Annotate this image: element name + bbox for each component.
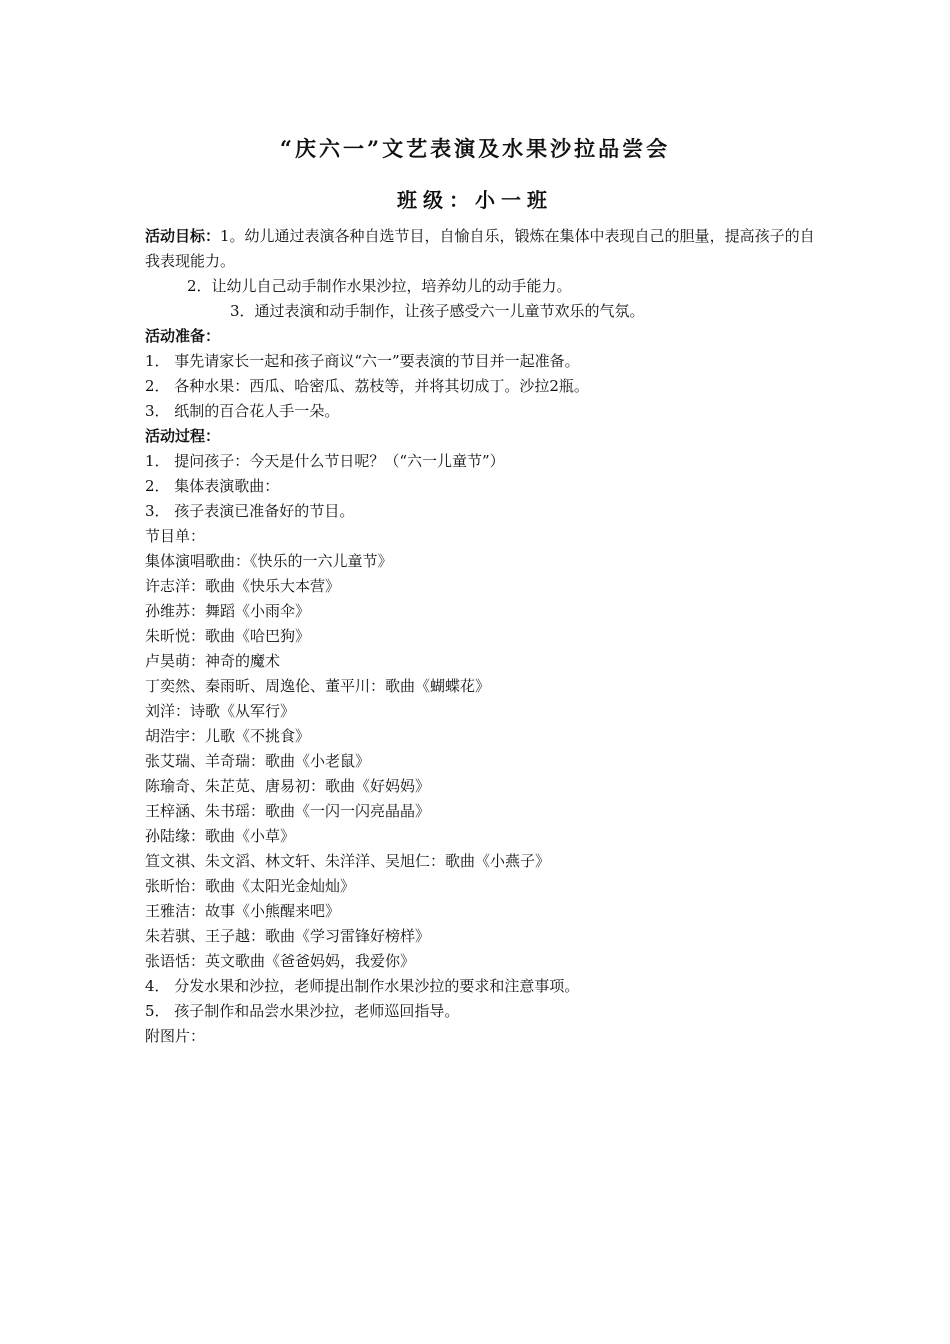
program-item: 孙陆缘：歌曲《小草》 — [145, 827, 296, 845]
program-item: 朱若骐、王子越：歌曲《学习雷锋好榜样》 — [145, 927, 431, 945]
preparation-label: 活动准备： — [145, 327, 221, 345]
program-item: 张昕怡：歌曲《太阳光金灿灿》 — [145, 877, 356, 895]
preparation-item: 3． 纸制的百合花人手一朵。 — [145, 402, 340, 420]
program-item: 王梓涵、朱书瑶：歌曲《一闪一闪亮晶晶》 — [145, 802, 431, 820]
goal-paragraph — [145, 224, 815, 274]
program-item: 孙维苏：舞蹈《小雨伞》 — [145, 602, 311, 620]
goal-item-1: 1。幼儿通过表演各种自选节目，自愉自乐，锻炼在集体中表现自己的胆量，提高孩子的自我表现能力。 — [145, 227, 815, 270]
program-item: 丁奕然、秦雨昕、周逸伦、董平川：歌曲《蝴蝶花》 — [145, 677, 491, 695]
process-label: 活动过程： — [145, 427, 221, 445]
goal-item-2: 2．让幼儿自己动手制作水果沙拉，培养幼儿的动手能力。 — [187, 277, 572, 295]
document-title: “庆六一”文艺表演及水果沙拉品尝会 — [279, 136, 671, 161]
program-item: 胡浩宇：儿歌《不挑食》 — [145, 727, 311, 745]
class-subtitle: 班级：小一班 — [397, 188, 553, 212]
process-step: 4． 分发水果和沙拉，老师提出制作水果沙拉的要求和注意事项。 — [145, 977, 580, 995]
program-item: 刘洋：诗歌《从军行》 — [145, 702, 296, 720]
document-body — [145, 224, 815, 1049]
process-step: 1． 提问孩子：今天是什么节日呢？（“六一儿童节”） — [145, 452, 505, 470]
process-step: 5． 孩子制作和品尝水果沙拉，老师巡回指导。 — [145, 1002, 460, 1020]
program-item: 张艾瑞、羊奇瑞：歌曲《小老鼠》 — [145, 752, 371, 770]
process-step: 2． 集体表演歌曲： — [145, 477, 280, 495]
program-label: 节目单： — [145, 527, 206, 545]
program-item: 朱昕悦：歌曲《哈巴狗》 — [145, 627, 311, 645]
program-item: 集体演唱歌曲：《快乐的一六儿童节》 — [145, 552, 393, 570]
preparation-item: 2． 各种水果：西瓜、哈密瓜、荔枝等，并将其切成丁。沙拉2瓶。 — [145, 377, 589, 395]
preparation-item: 1． 事先请家长一起和孩子商议“六一”要表演的节目并一起准备。 — [145, 352, 580, 370]
program-item: 笪文祺、朱文滔、林文轩、朱洋洋、吴旭仁：歌曲《小燕子》 — [145, 852, 551, 870]
goals-label: 活动目标： — [145, 227, 221, 245]
attachment-label: 附图片： — [145, 1027, 206, 1045]
program-item: 陈瑜奇、朱芷苋、唐易初：歌曲《好妈妈》 — [145, 777, 431, 795]
process-step: 3． 孩子表演已准备好的节目。 — [145, 502, 355, 520]
program-item: 张语恬：英文歌曲《爸爸妈妈，我爱你》 — [145, 952, 416, 970]
program-item: 王雅洁：故事《小熊醒来吧》 — [145, 902, 341, 920]
goal-item-3: 3．通过表演和动手制作，让孩子感受六一儿童节欢乐的气氛。 — [230, 302, 645, 320]
program-item: 卢昊萌：神奇的魔术 — [145, 652, 281, 670]
program-item: 许志洋：歌曲《快乐大本营》 — [145, 577, 341, 595]
